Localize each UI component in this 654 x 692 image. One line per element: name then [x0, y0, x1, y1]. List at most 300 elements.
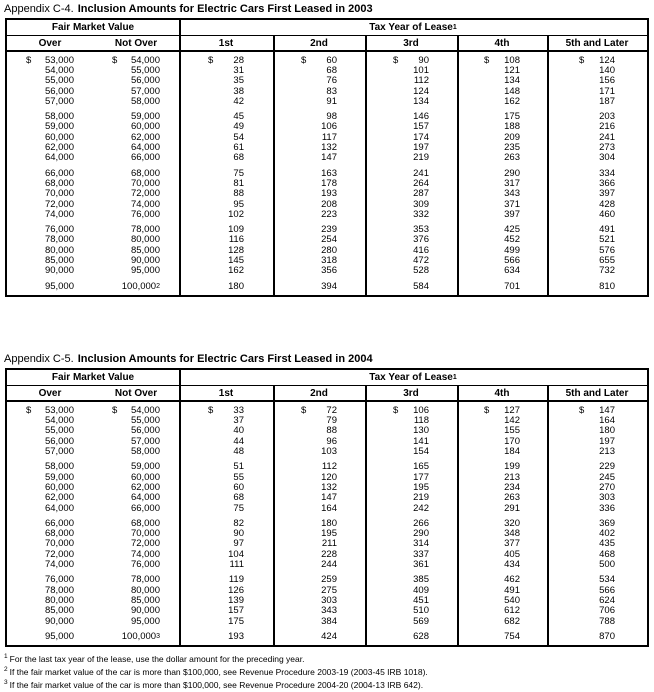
table-row	[7, 96, 647, 106]
table-cell	[273, 559, 365, 569]
cell-value	[208, 559, 244, 570]
table-cell	[547, 65, 647, 75]
footnote-marker: 1	[452, 373, 457, 381]
table-cell	[457, 209, 547, 219]
table-cell	[7, 76, 93, 86]
cell-number: 146	[413, 111, 429, 123]
cell-value	[26, 152, 74, 163]
table-cell	[457, 503, 547, 513]
footnote-marker: 1	[452, 23, 457, 31]
cell-number: 140	[599, 64, 615, 76]
table-cell	[179, 446, 273, 456]
table-cell	[179, 168, 273, 178]
table-cell	[179, 595, 273, 605]
cell-number: 90	[233, 528, 244, 540]
table-cell	[179, 575, 273, 585]
cell-number: 95,000	[130, 265, 160, 277]
table-cell	[179, 142, 273, 152]
cell-number: 566	[599, 584, 615, 596]
cell-number: 264	[413, 177, 429, 189]
cell-number: 584	[413, 280, 429, 292]
table-cell	[7, 189, 93, 199]
cell-number: 223	[321, 208, 337, 220]
column-group-header-tax-year	[179, 370, 647, 385]
cell-number: 54,000	[44, 64, 74, 76]
table-row	[7, 76, 647, 86]
cell-number: 44	[233, 435, 244, 447]
cell-value	[208, 96, 244, 107]
cell-number: 59,000	[44, 471, 74, 483]
cell-number: 68	[326, 64, 337, 76]
cell-number: 452	[504, 234, 520, 246]
table-cell	[93, 559, 179, 569]
cell-number: 435	[599, 538, 615, 550]
cell-value	[393, 265, 429, 276]
table-cell	[365, 616, 457, 626]
table-cell	[93, 142, 179, 152]
table-cell	[547, 55, 647, 65]
table-cell	[7, 518, 93, 528]
cell-number: 95,000	[44, 630, 74, 642]
cell-value	[112, 265, 160, 276]
cell-number: 241	[413, 167, 429, 179]
table-cell	[457, 539, 547, 549]
cell-number: 180	[321, 517, 337, 529]
column-header-4th: 4th	[494, 387, 510, 399]
cell-number: 64,000	[44, 152, 74, 164]
cell-number: 102	[228, 208, 244, 220]
cell-number: 334	[599, 167, 615, 179]
cell-number: 95,000	[130, 615, 160, 627]
cell-number: 70,000	[130, 528, 160, 540]
table-cell	[93, 405, 179, 415]
table-cell	[93, 224, 179, 234]
table-cell	[179, 111, 273, 121]
cell-number: 434	[504, 559, 520, 571]
cell-number: 132	[321, 142, 337, 154]
table-cell	[457, 65, 547, 75]
cell-number: 126	[228, 584, 244, 596]
cell-number: 318	[321, 255, 337, 266]
cell-number: 42	[233, 95, 244, 107]
table-cell	[547, 446, 647, 456]
table-cell	[547, 631, 647, 641]
cell-number: 211	[321, 538, 337, 550]
table-cell	[273, 132, 365, 142]
cell-value	[26, 503, 74, 514]
cell-value	[484, 281, 520, 292]
cell-number: 385	[413, 574, 429, 586]
cell-number: 56,000	[44, 85, 74, 97]
table-cell	[93, 585, 179, 595]
dollar-sign: $	[579, 54, 585, 66]
cell-number: 510	[413, 605, 429, 617]
table-cell	[273, 266, 365, 276]
table-cell	[365, 585, 457, 595]
table-cell	[365, 199, 457, 209]
table-cell	[365, 168, 457, 178]
table-cell	[93, 539, 179, 549]
cell-value	[112, 616, 160, 627]
cell-number: 57,000	[44, 95, 74, 107]
cell-number: 53,000	[44, 54, 74, 66]
cell-number: 83	[326, 85, 337, 97]
dollar-sign: $	[26, 404, 32, 416]
cell-number: 175	[504, 111, 520, 123]
cell-number: 163	[321, 167, 337, 179]
cell-number: 320	[504, 517, 520, 529]
table-cell	[365, 153, 457, 163]
cell-number: 145	[228, 255, 244, 266]
cell-number: 79	[326, 415, 337, 427]
table-cell	[457, 518, 547, 528]
footnote	[4, 665, 654, 677]
cell-number: 60,000	[44, 131, 74, 143]
table-cell	[365, 235, 457, 245]
cell-number: 60,000	[130, 121, 160, 133]
cell-value	[484, 446, 520, 457]
table-cell	[7, 281, 93, 291]
table-cell	[547, 416, 647, 426]
cell-value	[301, 209, 337, 220]
table-cell	[93, 446, 179, 456]
cell-value	[301, 265, 337, 276]
cell-number: 245	[599, 471, 615, 483]
cell-number: 235	[504, 142, 520, 154]
table-header-group-row	[7, 370, 647, 386]
footnote	[4, 652, 654, 664]
cell-number: 97	[233, 538, 244, 550]
cell-number: 462	[504, 574, 520, 586]
table-cell	[457, 462, 547, 472]
cell-number: 655	[599, 255, 615, 266]
table-cell	[547, 503, 647, 513]
inclusion-table-2003	[5, 18, 649, 297]
table-row	[7, 405, 647, 415]
table-cell	[273, 503, 365, 513]
table-row	[7, 559, 647, 569]
table-cell	[93, 209, 179, 219]
table-cell	[179, 472, 273, 482]
dollar-sign: $	[208, 54, 214, 66]
table-cell	[179, 539, 273, 549]
table-cell	[547, 606, 647, 616]
table-cell	[7, 482, 93, 492]
cell-value	[579, 616, 615, 627]
table-cell	[457, 405, 547, 415]
cell-number: 116	[228, 234, 244, 246]
cell-number: 91	[326, 95, 337, 107]
table-cell	[93, 96, 179, 106]
table-cell	[365, 55, 457, 65]
cell-number: 304	[599, 152, 615, 164]
cell-number: 68,000	[130, 167, 160, 179]
table-row	[7, 281, 647, 291]
row-group	[7, 575, 647, 626]
cell-number: 68	[233, 492, 244, 504]
cell-number: 164	[599, 415, 615, 427]
cell-number: 366	[599, 177, 615, 189]
cell-number: 634	[504, 265, 520, 277]
table-cell	[273, 539, 365, 549]
table-cell	[365, 209, 457, 219]
cell-number: 108	[504, 54, 520, 66]
column-header-over: Over	[38, 37, 62, 49]
table-cell	[273, 122, 365, 132]
table-cell	[457, 446, 547, 456]
cell-value	[208, 152, 244, 163]
cell-number: 68	[233, 152, 244, 164]
table-cell	[457, 153, 547, 163]
cell-number: 788	[599, 615, 615, 627]
table-cell	[179, 482, 273, 492]
cell-number: 88	[233, 188, 244, 200]
table-cell	[457, 281, 547, 291]
cell-number: 60	[326, 54, 337, 66]
cell-number: 472	[413, 255, 429, 266]
table-cell	[457, 266, 547, 276]
title-prefix: Appendix C-5.	[4, 353, 74, 366]
cell-number: 72	[326, 404, 337, 416]
table-cell	[179, 549, 273, 559]
cell-number: 197	[413, 142, 429, 154]
table-cell	[7, 493, 93, 503]
table-row	[7, 631, 647, 641]
table-cell	[365, 132, 457, 142]
table-cell	[93, 178, 179, 188]
cell-number: 45	[233, 111, 244, 123]
table-row	[7, 55, 647, 65]
column-header-2nd: 2nd	[310, 37, 328, 49]
cell-number: 147	[599, 404, 615, 416]
cell-value	[484, 503, 520, 514]
cell-value	[26, 559, 74, 570]
table-cell	[273, 462, 365, 472]
cell-number: 98	[326, 111, 337, 123]
cell-number: 106	[413, 404, 429, 416]
cell-number: 95	[233, 198, 244, 210]
cell-value	[484, 96, 520, 107]
table-cell	[547, 111, 647, 121]
cell-number: 701	[504, 280, 520, 292]
table-cell	[365, 405, 457, 415]
table-cell	[7, 559, 93, 569]
cell-number: 141	[413, 435, 429, 447]
cell-number: 66,000	[44, 517, 74, 529]
cell-number: 61	[233, 142, 244, 154]
cell-number: 628	[413, 630, 429, 642]
table-cell	[7, 122, 93, 132]
cell-number: 369	[599, 517, 615, 529]
table-row	[7, 199, 647, 209]
table-cell	[179, 153, 273, 163]
cell-number: 263	[504, 152, 520, 164]
table-cell	[93, 86, 179, 96]
cell-number: 56,000	[130, 75, 160, 87]
table-cell	[273, 111, 365, 121]
table-cell	[365, 65, 457, 75]
table-cell	[457, 585, 547, 595]
cell-number: 343	[321, 605, 337, 617]
column-header-2nd: 2nd	[310, 387, 328, 399]
cell-number: 70,000	[130, 177, 160, 189]
cell-number: 624	[599, 594, 615, 606]
table-cell	[7, 606, 93, 616]
table-row	[7, 168, 647, 178]
cell-value	[393, 559, 429, 570]
dollar-sign: $	[301, 54, 307, 66]
cell-number: 229	[599, 461, 615, 473]
table-cell	[547, 142, 647, 152]
cell-number: 85,000	[44, 605, 74, 617]
table-row	[7, 235, 647, 245]
cell-number: 164	[321, 502, 337, 514]
row-group	[7, 224, 647, 275]
table-cell	[7, 178, 93, 188]
cell-number: 134	[504, 75, 520, 87]
column-header-3rd: 3rd	[403, 387, 419, 399]
table-cell	[7, 616, 93, 626]
table-row	[7, 493, 647, 503]
cell-number: 309	[413, 198, 429, 210]
table-cell	[179, 55, 273, 65]
table-row	[7, 446, 647, 456]
cell-number: 128	[228, 244, 244, 256]
dollar-sign: $	[208, 404, 214, 416]
table-row	[7, 575, 647, 585]
footnote-text: If the fair market value of the car is more than $100,000, see Revenue Procedure 2004-20 (2004-13 IRB 642).	[9, 679, 424, 690]
table-cell	[547, 539, 647, 549]
cell-number: 291	[504, 502, 520, 514]
table-cell	[179, 585, 273, 595]
cell-number: 732	[599, 265, 615, 277]
cell-number: 216	[599, 121, 615, 133]
cell-number: 425	[504, 224, 520, 236]
cell-number: 371	[504, 198, 520, 210]
cell-number: 62,000	[44, 492, 74, 504]
table-row	[7, 529, 647, 539]
table-cell	[7, 96, 93, 106]
cell-number: 314	[413, 538, 429, 550]
table-cell	[273, 224, 365, 234]
cell-number: 60,000	[130, 471, 160, 483]
table-cell	[273, 65, 365, 75]
table-cell	[93, 65, 179, 75]
table-cell	[93, 122, 179, 132]
table-cell	[365, 472, 457, 482]
table-cell	[93, 606, 179, 616]
table-cell	[273, 518, 365, 528]
table-row	[7, 153, 647, 163]
row-group	[7, 281, 647, 291]
table-cell	[457, 616, 547, 626]
cell-number: 348	[504, 528, 520, 540]
table-cell	[179, 76, 273, 86]
table-row	[7, 122, 647, 132]
dollar-sign: $	[301, 404, 307, 416]
cell-number: 60	[233, 481, 244, 493]
inclusion-table-2004	[5, 368, 649, 647]
table-cell	[179, 518, 273, 528]
cell-value	[208, 503, 244, 514]
cell-number: 244	[321, 559, 337, 571]
cell-value	[301, 152, 337, 163]
tax-year-label: Tax Year of Lease	[369, 22, 453, 33]
cell-number: 263	[504, 492, 520, 504]
column-header-4th: 4th	[494, 37, 510, 49]
table-row	[7, 549, 647, 559]
cell-number: 134	[413, 95, 429, 107]
table-cell	[273, 199, 365, 209]
cell-number: 209	[504, 131, 520, 143]
table-cell	[7, 549, 93, 559]
cell-number: 59,000	[130, 461, 160, 473]
cell-value	[579, 559, 615, 570]
table-cell	[273, 86, 365, 96]
cell-number: 266	[413, 517, 429, 529]
row-group	[7, 168, 647, 219]
cell-number: 239	[321, 224, 337, 236]
footnote-marker: 2	[156, 283, 160, 291]
cell-number: 58,000	[44, 111, 74, 123]
cell-number: 303	[599, 492, 615, 504]
table-cell	[93, 132, 179, 142]
table-cell	[457, 472, 547, 482]
table-cell	[365, 529, 457, 539]
table-row	[7, 426, 647, 436]
table-cell	[179, 266, 273, 276]
cell-number: 754	[504, 630, 520, 642]
table-body	[7, 52, 647, 295]
table-cell	[93, 235, 179, 245]
table-cell	[179, 529, 273, 539]
table-cell	[7, 503, 93, 513]
cell-number: 70,000	[44, 188, 74, 200]
table-row	[7, 266, 647, 276]
cell-number: 384	[321, 615, 337, 627]
cell-number: 53,000	[44, 404, 74, 416]
cell-number: 49	[233, 121, 244, 133]
cell-number: 64,000	[44, 502, 74, 514]
table-cell	[273, 631, 365, 641]
dollar-sign: $	[112, 404, 118, 416]
table-row	[7, 503, 647, 513]
cell-number: 534	[599, 574, 615, 586]
column-header-over: Over	[38, 387, 62, 399]
cell-value	[112, 559, 160, 570]
cell-number: 213	[504, 471, 520, 483]
table-cell	[457, 86, 547, 96]
cell-number: 62,000	[130, 481, 160, 493]
table-cell	[7, 539, 93, 549]
row-group	[7, 55, 647, 106]
cell-number: 180	[228, 280, 244, 292]
dollar-sign: $	[484, 404, 490, 416]
table-cell	[7, 224, 93, 234]
cell-value	[112, 631, 160, 642]
cell-number: 112	[413, 75, 429, 87]
table-header-row	[7, 386, 647, 402]
cell-number: 78,000	[44, 234, 74, 246]
table-cell	[547, 122, 647, 132]
cell-number: 155	[504, 425, 520, 437]
table-cell	[93, 189, 179, 199]
table-cell	[547, 266, 647, 276]
table-cell	[273, 482, 365, 492]
cell-number: 174	[413, 131, 429, 143]
cell-number: 58,000	[130, 95, 160, 107]
cell-number: 55,000	[130, 64, 160, 76]
